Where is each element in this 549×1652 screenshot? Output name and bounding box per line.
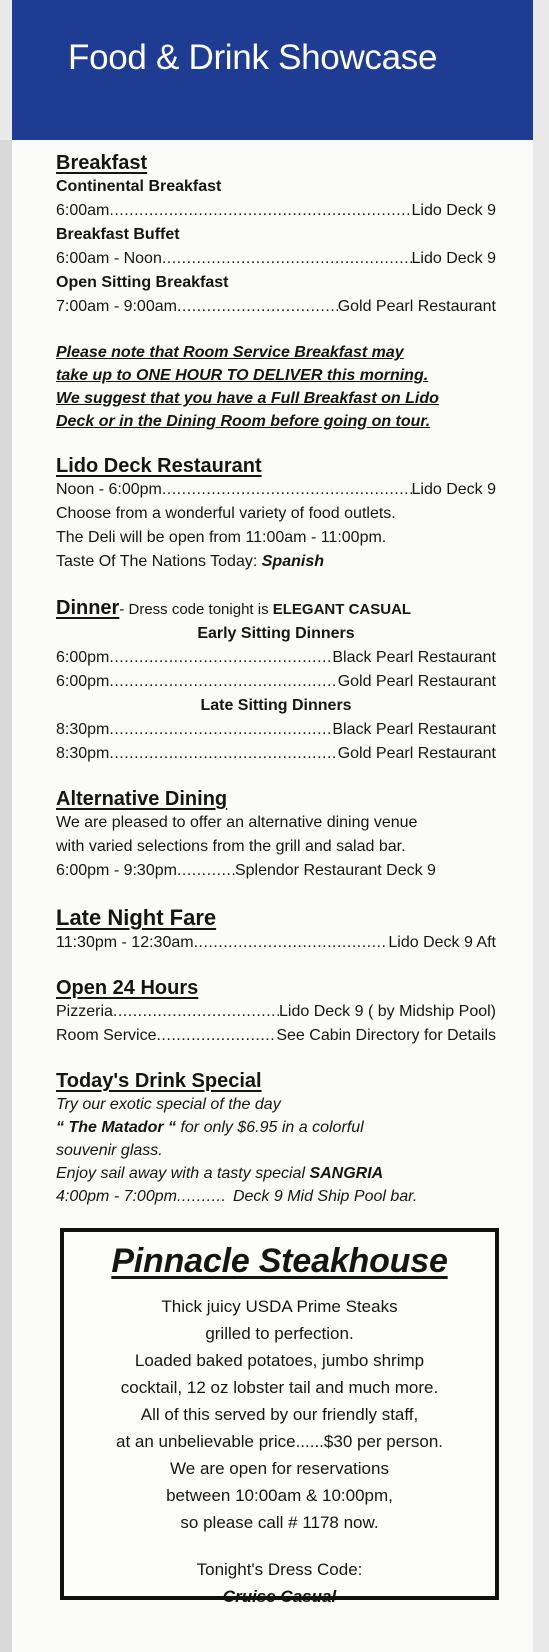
sangria-value: SANGRIA xyxy=(309,1165,384,1182)
steakhouse-line: We are open for reservations xyxy=(170,1459,389,1478)
location: Black Pearl Restaurant xyxy=(332,649,496,666)
steakhouse-box xyxy=(60,1228,499,1606)
open24-section xyxy=(56,977,496,1048)
matador-line xyxy=(56,1116,496,1139)
steakhouse-line: All of this served by our friendly staff, xyxy=(140,1405,419,1424)
header-banner xyxy=(12,0,533,140)
leader-dots xyxy=(113,1000,279,1024)
alternative-text: with varied selections from the grill and salad bar. xyxy=(56,838,406,855)
room-service-notice: We suggest that you have a Full Breakfast on Lido xyxy=(56,390,439,407)
time: 6:00am xyxy=(56,202,110,219)
location: Lido Deck 9 Aft xyxy=(388,934,496,951)
dinner-row xyxy=(56,646,496,670)
breakfast-item-row xyxy=(56,295,496,319)
matador-offer: for only $6.95 in a colorful xyxy=(176,1119,364,1136)
leader-dots xyxy=(194,931,389,955)
lido-text: Choose from a wonderful variety of food outlets. xyxy=(56,505,396,522)
leader-dots xyxy=(109,670,337,694)
late-night-section xyxy=(56,905,496,955)
late-night-row xyxy=(56,931,496,955)
breakfast-title: Breakfast xyxy=(56,152,148,174)
steakhouse-line: between 10:00am & 10:00pm, xyxy=(166,1486,393,1505)
leader-dots xyxy=(156,1024,276,1048)
leader-dots xyxy=(177,859,235,883)
drink-section xyxy=(56,1070,496,1208)
alternative-text: We are pleased to offer an alternative dining venue xyxy=(56,814,418,831)
leader-dots xyxy=(109,199,411,223)
venue: Room Service xyxy=(56,1027,157,1044)
dinner-row xyxy=(56,670,496,694)
time: 8:30pm xyxy=(56,745,110,762)
room-service-notice: Please note that Room Service Breakfast may xyxy=(56,344,404,361)
time: 6:00am - Noon xyxy=(56,250,162,267)
alternative-title: Alternative Dining xyxy=(56,788,228,810)
breakfast-item-row xyxy=(56,247,496,271)
taste-of-nations xyxy=(56,550,496,574)
location: Lido Deck 9 xyxy=(411,202,496,219)
dress-code-label: Tonight's Dress Code: xyxy=(196,1560,363,1579)
taste-label: Taste Of The Nations Today: xyxy=(56,553,262,570)
content xyxy=(56,152,496,1208)
page-edge xyxy=(0,140,12,1652)
page-title: Food & Drink Showcase xyxy=(68,38,438,77)
steakhouse-dress-code xyxy=(64,1556,495,1610)
breakfast-item-name: Continental Breakfast xyxy=(56,178,222,195)
steakhouse-title: Pinnacle Steakhouse xyxy=(111,1242,448,1280)
late-night-title: Late Night Fare xyxy=(56,905,217,930)
drink-hours-row xyxy=(56,1185,496,1208)
breakfast-section xyxy=(56,152,496,433)
drink-text: Try our exotic special of the day xyxy=(56,1096,281,1113)
location: Gold Pearl Restaurant xyxy=(337,673,496,690)
leader-dots xyxy=(109,718,332,742)
leader-dots xyxy=(162,478,412,502)
late-sitting-title: Late Sitting Dinners xyxy=(200,697,352,714)
open24-row xyxy=(56,1000,496,1024)
steakhouse-line: cocktail, 12 oz lobster tail and much more. xyxy=(120,1378,439,1397)
steakhouse-line: so please call # 1178 now. xyxy=(180,1513,379,1532)
location: See Cabin Directory for Details xyxy=(276,1027,496,1044)
location: Gold Pearl Restaurant xyxy=(337,745,496,762)
open24-row xyxy=(56,1024,496,1048)
dinner-row xyxy=(56,718,496,742)
steakhouse-line: at an unbelievable price......$30 per person. xyxy=(116,1432,443,1451)
room-service-notice: Deck or in the Dining Room before going on tour. xyxy=(56,413,431,430)
steakhouse-line: grilled to perfection. xyxy=(205,1324,354,1343)
dinner-row xyxy=(56,742,496,766)
time: 11:30pm - 12:30am xyxy=(56,934,194,951)
breakfast-item-row xyxy=(56,199,496,223)
breakfast-item-name: Open Sitting Breakfast xyxy=(56,274,229,291)
leader-dots xyxy=(109,646,332,670)
dress-code-value: Cruise Casual xyxy=(222,1587,337,1606)
lido-section xyxy=(56,455,496,574)
dress-code-text: - Dress code tonight is xyxy=(119,601,273,618)
time: 8:30pm xyxy=(56,721,110,738)
location: Splendor Restaurant Deck 9 xyxy=(234,862,436,879)
time: 4:00pm - 7:00pm xyxy=(56,1188,177,1205)
time: Noon - 6:00pm xyxy=(56,481,162,498)
time: 6:00pm xyxy=(56,649,110,666)
lido-text: The Deli will be open from 11:00am - 11:00pm. xyxy=(56,529,387,546)
location: Gold Pearl Restaurant xyxy=(337,298,496,315)
leader-dots xyxy=(162,247,412,271)
time: 6:00pm xyxy=(56,673,110,690)
open24-title: Open 24 Hours xyxy=(56,977,199,999)
location: Black Pearl Restaurant xyxy=(332,721,496,738)
location: Lido Deck 9 xyxy=(411,250,496,267)
location: Lido Deck 9 xyxy=(411,481,496,498)
location: Deck 9 Mid Ship Pool bar. xyxy=(232,1188,418,1205)
dinner-heading xyxy=(56,596,496,622)
sangria-line xyxy=(56,1162,496,1185)
location: Lido Deck 9 ( by Midship Pool) xyxy=(279,1003,496,1020)
steakhouse-line: Thick juicy USDA Prime Steaks xyxy=(161,1297,398,1316)
leader-dots xyxy=(177,1185,227,1208)
alternative-section xyxy=(56,788,496,883)
drink-title: Today's Drink Special xyxy=(56,1070,262,1092)
time: 6:00pm - 9:30pm xyxy=(56,862,177,879)
lido-title: Lido Deck Restaurant xyxy=(56,455,262,477)
room-service-notice: take up to ONE HOUR TO DELIVER this morning. xyxy=(56,367,429,384)
breakfast-item-name: Breakfast Buffet xyxy=(56,226,180,243)
matador-name: “ The Matador “ xyxy=(56,1119,177,1136)
drink-text: souvenir glass. xyxy=(56,1142,163,1159)
sangria-text: Enjoy sail away with a tasty special xyxy=(56,1165,310,1182)
taste-value: Spanish xyxy=(261,553,324,570)
leader-dots xyxy=(109,742,337,766)
early-sitting-title: Early Sitting Dinners xyxy=(197,625,355,642)
lido-hours-row xyxy=(56,478,496,502)
alternative-hours-row xyxy=(56,859,496,883)
venue: Pizzeria xyxy=(56,1003,113,1020)
steakhouse-description xyxy=(64,1293,495,1536)
dress-code-value: ELEGANT CASUAL xyxy=(272,601,412,618)
steakhouse-line: Loaded baked potatoes, jumbo shrimp xyxy=(134,1351,425,1370)
dinner-section xyxy=(56,596,496,766)
time: 7:00am - 9:00am xyxy=(56,298,177,315)
leader-dots xyxy=(177,295,338,319)
dinner-title: Dinner xyxy=(56,597,120,619)
